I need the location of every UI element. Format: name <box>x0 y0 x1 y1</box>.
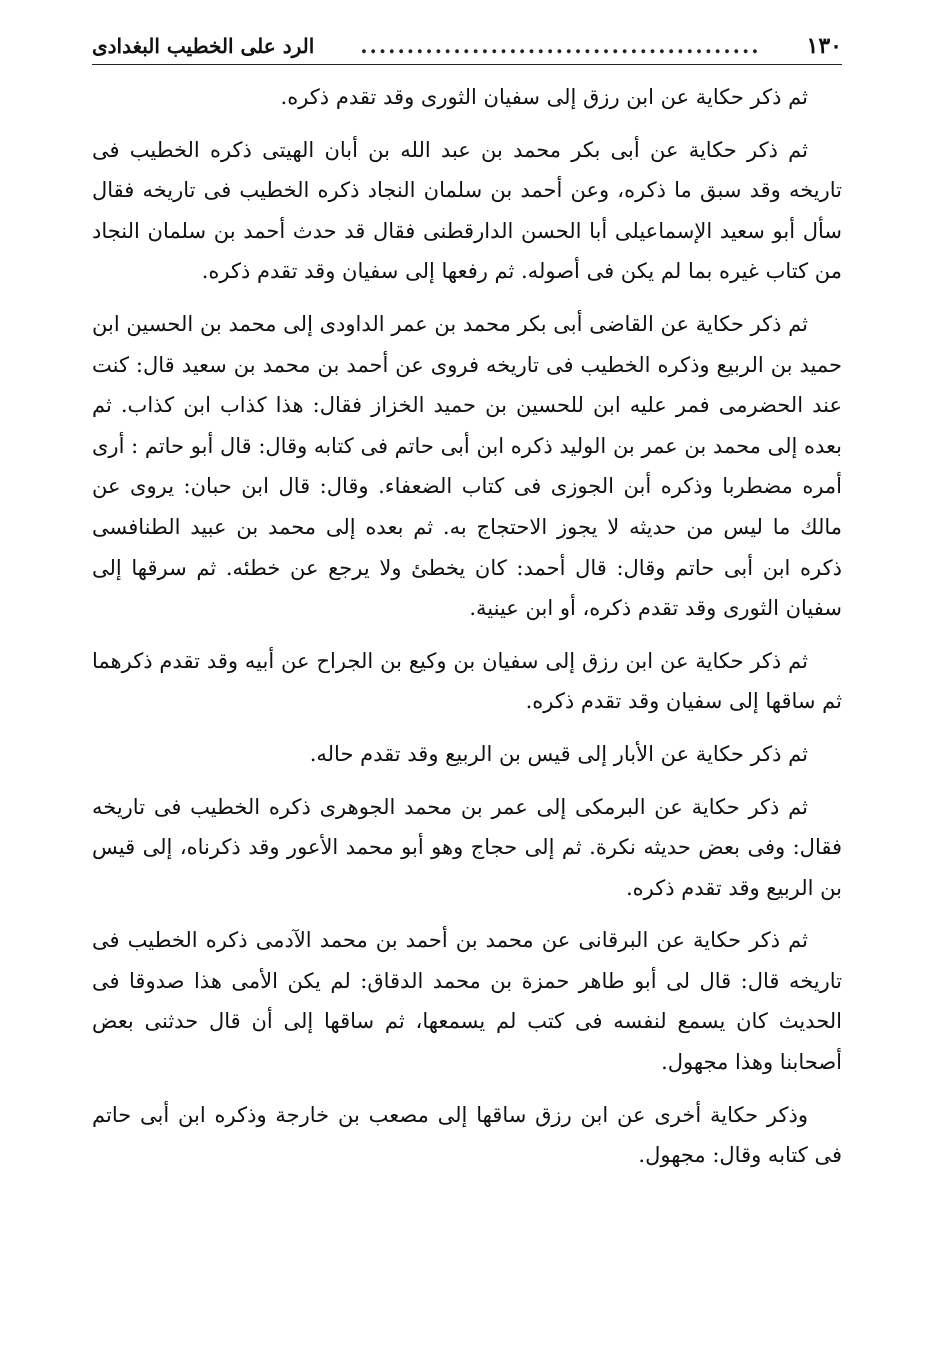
paragraph: ثم ذكر حكاية عن الأبار إلى قيس بن الربيع وقد تقدم حاله. <box>309 741 808 766</box>
paragraph: ثم ذكر حكاية عن البرقانى عن محمد بن أحمد بن محمد الآدمى ذكره الخطيب فى تاريخه قال: قال لى أبو طاهر حمزة بن محمد الدقاق: لم يكن الأمى هذا صدوقا فى الحديث كان يسمع لنفسه فى كتب لم يسمعها، ثم ساقها إلى أن قال حدثنى بعض أصحابنا وهذا مجهول. <box>92 928 842 1075</box>
body-text <box>92 77 842 1176</box>
page-number: ١٣٠ <box>806 33 842 59</box>
paragraph: ثم ذكر حكاية عن ابن رزق إلى سفيان بن وكيع بن الجراح عن أبيه وقد تقدم ذكرهما ثم ساقها إلى سفيان وقد تقدم ذكره. <box>92 648 842 714</box>
paragraph: ثم ذكر حكاية عن البرمكى إلى عمر بن محمد الجوهرى ذكره الخطيب فى تاريخه فقال: وفى بعض حديثه نكرة. ثم إلى حجاج وهو أبو محمد الأعور وقد ذكرناه، إلى قيس بن الربيع وقد تقدم ذكره. <box>92 794 842 900</box>
paragraph: ثم ذكر حكاية عن القاضى أبى بكر محمد بن عمر الداودى إلى محمد بن الحسين ابن حميد بن الربيع وذكره الخطيب فى تاريخه فروى عن أحمد بن محمد بن سعيد قال: كنت عند الحضرمى فمر عليه ابن للحسين بن حميد الخزاز فقال: هذا كذاب ابن كذاب. ثم بعده إلى محمد بن عمر بن الوليد ذكره ابن أبى حاتم فى كتابه وقال: قال أبو حاتم : أرى أمره مضطربا وذكره أبن الجوزى فى كتاب الضعفاء. وقال: قال ابن حبان: يروى عن مالك ما ليس من حديثه لا يجوز الاحتجاج به. ثم بعده إلى محمد بن عبيد الطنافسى ذكره ابن أبى حاتم وقال: قال أحمد: كان يخطئ ولا يرجع عن خطئه. ثم سرقها إلى سفيان الثورى وقد تقدم ذكره، أو ابن عينية. <box>92 311 842 621</box>
running-header <box>92 28 842 65</box>
header-leader-dots: ........................................... <box>360 33 761 58</box>
book-page <box>92 28 842 1188</box>
paragraph: ثم ذكر حكاية عن ابن رزق إلى سفيان الثورى وقد تقدم ذكره. <box>280 85 808 109</box>
paragraph: ثم ذكر حكاية عن أبى بكر محمد بن عبد الله بن أبان الهيتى ذكره الخطيب فى تاريخه وقد سبق ما ذكره، وعن أحمد بن سلمان النجاد ذكره الخطيب فى تاريخه فقال سأل أبو سعيد الإسماعيلى أبا الحسن الدارقطنى فقال قد حدث أحمد بن سلمان النجاد من كتاب غيره بما لم يكن فى أصوله. ثم رفعها إلى سفيان وقد تقدم ذكره. <box>92 137 842 284</box>
book-title: الرد على الخطيب البغدادى <box>92 34 315 58</box>
paragraph: وذكر حكاية أخرى عن ابن رزق ساقها إلى مصعب بن خارجة وذكره ابن أبى حاتم فى كتابه وقال: مجهول. <box>92 1102 842 1168</box>
